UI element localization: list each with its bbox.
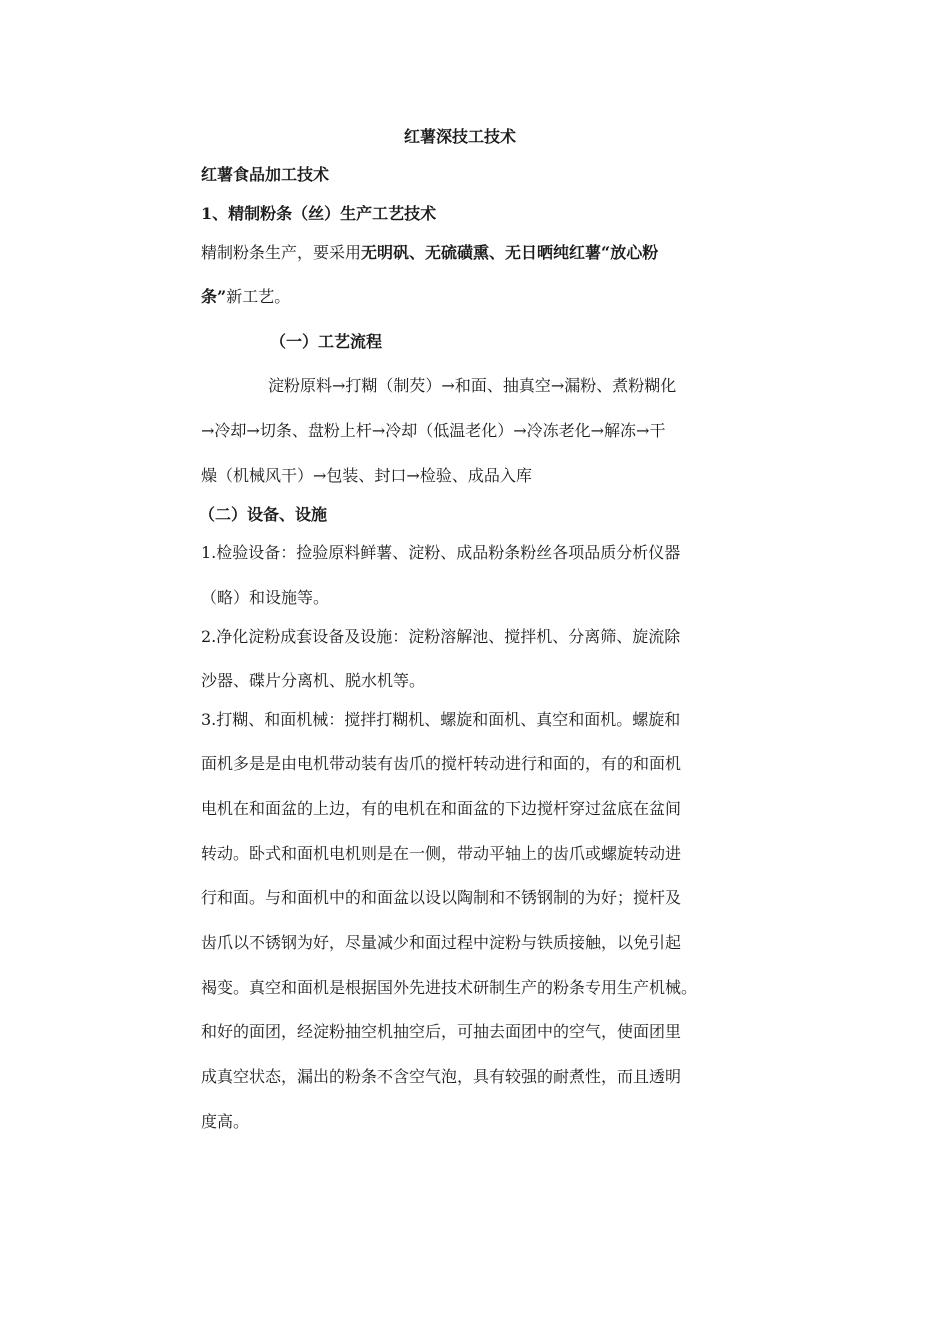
process-line: 燥（机械风干）→包装、封口→检验、成品入库 [201,466,532,485]
intro-emphasis: 无明矾、无硫磺熏、无日晒纯红薯“放心粉 [361,243,659,262]
process-heading: （一）工艺流程 [270,332,383,351]
intro-line-1 [201,242,658,264]
subsection-heading: 1、精制粉条（丝）生产工艺技术 [201,204,437,223]
equipment-line: 褐变。真空和面机是根据国外先进技术研制生产的粉条专用生产机械。 [201,978,698,997]
section-heading: 红薯食品加工技术 [201,165,330,184]
intro-tail: 新工艺。 [226,287,291,306]
equipment-line: 3.打糊、和面机械：搅拌打糊机、螺旋和面机、真空和面机。螺旋和 [201,710,681,729]
equipment-line: 和好的面团，经淀粉抽空机抽空后，可抽去面团中的空气，使面团里 [201,1022,682,1041]
equipment-line: 1.检验设备：捡验原料鲜薯、淀粉、成品粉条粉丝各项品质分析仪器 [201,543,681,562]
intro-line-2 [201,286,290,308]
equipment-line: （略）和设施等。 [201,588,330,607]
intro-lead: 精制粉条生产，要采用 [201,243,362,262]
process-line: →冷却→切条、盘粉上杆→冷却（低温老化）→冷冻老化→解冻→干 [201,421,666,440]
equipment-line: 度高。 [201,1112,250,1131]
equipment-line: 面机多是是由电机带动装有齿爪的搅杆转动进行和面的，有的和面机 [201,754,682,773]
equipment-line: 成真空状态，漏出的粉条不含空气泡，具有较强的耐煮性，而且透明 [201,1067,682,1086]
equipment-line: 2.净化淀粉成套设备及设施：淀粉溶解池、搅拌机、分离筛、旋流除 [201,627,681,646]
equipment-line: 行和面。与和面机中的和面盆以设以陶制和不锈钢制的为好；搅杆及 [201,888,682,907]
equipment-line: 齿爪以不锈钢为好，尽量减少和面过程中淀粉与铁质接触，以免引起 [201,933,682,952]
intro-emphasis-end: 条” [201,287,227,306]
equipment-line: 转动。卧式和面机电机则是在一侧，带动平轴上的齿爪或螺旋转动进 [201,844,682,863]
equipment-line: 沙器、碟片分离机、脱水机等。 [201,671,426,690]
equipment-line: 电机在和面盆的上边，有的电机在和面盆的下边搅杆穿过盆底在盆间 [201,799,682,818]
process-line: 淀粉原料→打糊（制芡）→和面、抽真空→漏粉、煮粉糊化 [268,376,677,395]
document-title: 红薯深技工技术 [403,127,516,146]
equipment-heading: （二）设备、设施 [199,505,328,524]
